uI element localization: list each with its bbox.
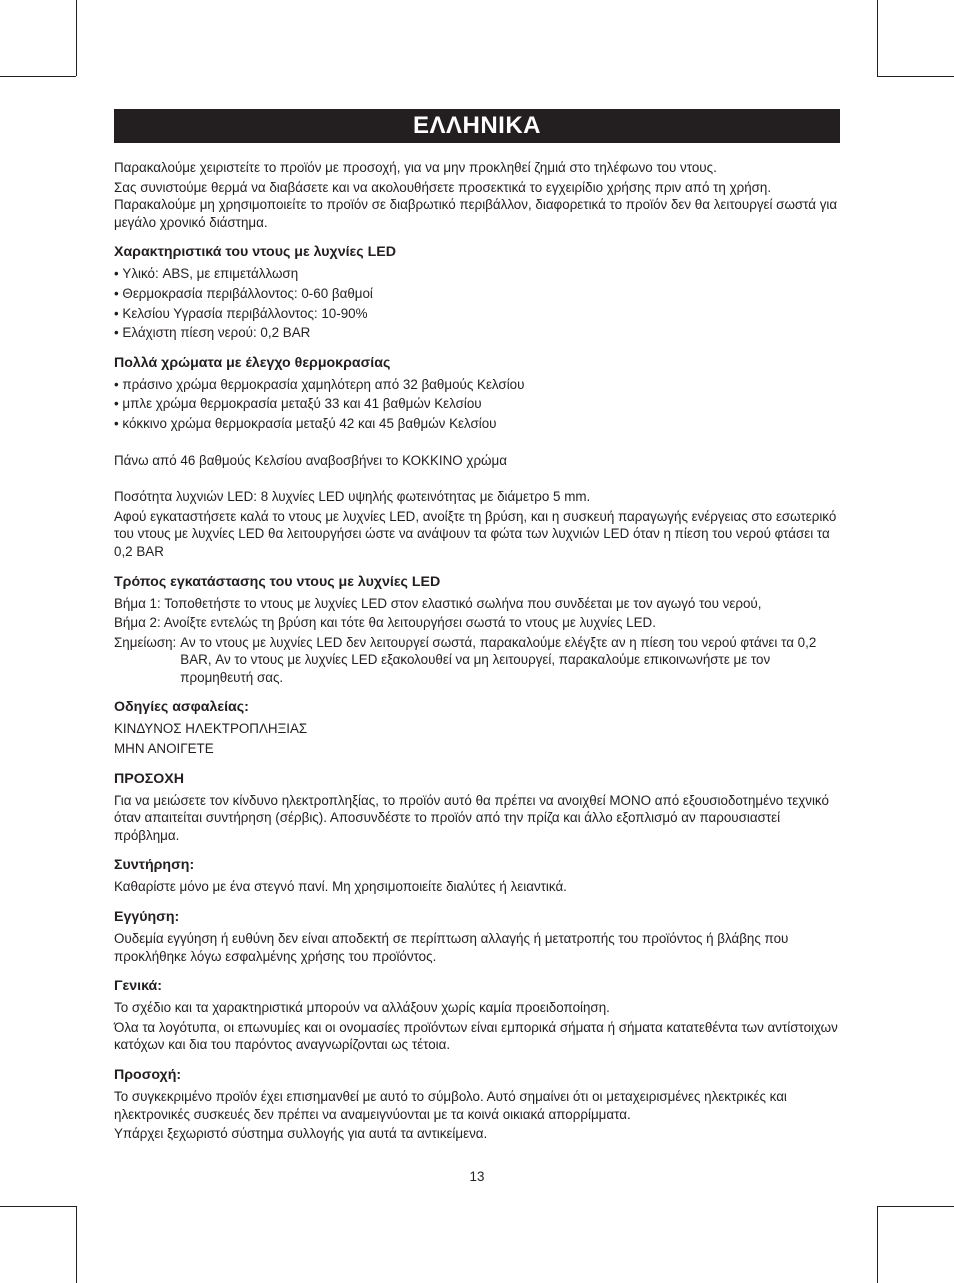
crop-mark bbox=[877, 1206, 878, 1283]
list-item: • μπλε χρώμα θερμοκρασία μεταξύ 33 και 41 βαθμών Κελσίου bbox=[114, 395, 842, 413]
install-step-2: Βήμα 2: Ανοίξτε εντελώς τη βρύση και τότε θα λειτουργήσει σωστά το ντους με λυχνίες LED. bbox=[114, 615, 656, 631]
list-item: • πράσινο χρώμα θερμοκρασία χαμηλότερη από 32 βαθμούς Κελσίου bbox=[114, 376, 842, 394]
attention-heading: Προσοχή: bbox=[114, 1067, 182, 1083]
spacer bbox=[114, 471, 842, 488]
caution-text: Για να μειώσετε τον κίνδυνο ηλεκτροπληξίας, το προϊόν αυτό θα πρέπει να ανοιχθεί ΜΟΝΟ από εξουσιοδοτημένο τεχνικό όταν απαιτείται συντήρηση (σέρβις). Αποσυνδέστε το προϊόν από την πρίζα και άλλο εξοπλισμό αν παρουσιαστεί πρόβλημα. bbox=[114, 792, 829, 843]
note-text: Αν το ντους με λυχνίες LED δεν λειτουργεί σωστά, παρακαλούμε ελέγξτε αν η πίεση του νερού φτάνει τα 0,2 BAR, Αν το ντους με λυχνίες LED εξακολουθεί να μη λειτουργεί, παρακαλούμε επικοινωνήστε με τον προμηθευτή σας. bbox=[180, 634, 817, 685]
install-step-1: Βήμα 1: Τοποθετήστε το ντους με λυχνίες LED στον ελαστικό σωλήνα που συνδέεται με τον αγωγό του νερού, bbox=[114, 595, 762, 611]
led-quantity: Ποσότητα λυχνιών LED: 8 λυχνίες LED υψηλής φωτεινότητας με διάμετρο 5 mm. bbox=[114, 489, 591, 505]
safety-heading: Οδηγίες ασφαλείας: bbox=[114, 699, 249, 716]
page-number: 13 bbox=[469, 1169, 485, 1184]
intro-paragraph: Σας συνιστούμε θερμά να διαβάσετε και να ακολουθήσετε προσεκτικά το εγχειρίδιο χρήσης πριν από τη χρήση. Παρακαλούμε μη χρησιμοποιείτε το προϊόν σε διαβρωτικό περιβάλλον, διαφορετικά το προϊόν δεν θα λειτουργεί σωστά για μεγάλο χρονικό διάστημα. bbox=[114, 179, 838, 230]
spacer bbox=[114, 435, 842, 452]
colors-list bbox=[114, 376, 842, 433]
warranty-text: Ουδεμία εγγύηση ή ευθύνη δεν είναι αποδεκτή σε περίπτωση αλλαγής ή μετατροπής του προϊόντος ή βλάβης που προκλήθηκε λόγω εσφαλμένης χρήσης του προϊόντος. bbox=[114, 931, 789, 964]
attention-text: Το συγκεκριμένο προϊόν έχει επισημανθεί με αυτό το σύμβολο. Αυτό σημαίνει ότι οι μεταχειρισμένες ηλεκτρικές και ηλεκτρονικές συσκευές δεν πρέπει να αναμειγνύονται με τα κοινά οικιακά απορρίμματα. bbox=[114, 1089, 787, 1122]
list-item: • Κελσίου Υγρασία περιβάλλοντος: 10-90% bbox=[114, 305, 842, 323]
list-item: • κόκκινο χρώμα θερμοκρασία μεταξύ 42 και 45 βαθμών Κελσίου bbox=[114, 415, 842, 433]
language-header: ΕΛΛΗΝΙΚΑ bbox=[114, 109, 840, 143]
list-item: • Θερμοκρασία περιβάλλοντος: 0-60 βαθμοί bbox=[114, 285, 842, 303]
safety-line: ΜΗΝ ΑΝΟΙΓΕΤΕ bbox=[114, 741, 214, 757]
maintenance-text: Καθαρίστε μόνο με ένα στεγνό πανί. Μη χρησιμοποιείτε διαλύτες ή λειαντικά. bbox=[114, 879, 567, 895]
general-text: Το σχέδιο και τα χαρακτηριστικά μπορούν να αλλάξουν χωρίς καμία προειδοποίηση. bbox=[114, 1000, 610, 1016]
note-label: Σημείωση: bbox=[114, 634, 177, 650]
attention-text: Υπάρχει ξεχωριστό σύστημα συλλογής για αυτά τα αντικείμενα. bbox=[114, 1126, 488, 1142]
install-heading: Τρόπος εγκατάστασης του ντους με λυχνίες LED bbox=[114, 573, 441, 590]
install-note bbox=[114, 634, 842, 687]
colors-heading: Πολλά χρώματα με έλεγχο θερμοκρασίας bbox=[114, 354, 391, 371]
general-heading: Γενικά: bbox=[114, 978, 162, 995]
crop-mark bbox=[877, 1206, 954, 1207]
intro-paragraph: Παρακαλούμε χειριστείτε το προϊόν με προσοχή, για να μην προκληθεί ζημιά στο τηλέφωνο του ντους. bbox=[114, 160, 717, 175]
crop-mark bbox=[877, 76, 954, 77]
features-heading: Χαρακτηριστικά του ντους με λυχνίες LED bbox=[114, 244, 396, 261]
safety-line: ΚΙΝΔΥΝΟΣ ΗΛΕΚΤΡΟΠΛΗΞΙΑΣ bbox=[114, 721, 308, 737]
caution-heading: ΠΡΟΣΟΧΗ bbox=[114, 770, 185, 787]
list-item: • Ελάχιστη πίεση νερού: 0,2 BAR bbox=[114, 324, 842, 342]
operation-text: Αφού εγκαταστήσετε καλά το ντους με λυχνίες LED, ανοίξτε τη βρύση, και η συσκευή παραγωγής ενέργειας στο εσωτερικό του ντους με λυχνίες LED θα λειτουργήσει ώστε να ανάψουν τα φώτα των λυχνιών LED όταν η πίεση του νερού φτάσει τα 0,2 BAR bbox=[114, 508, 837, 559]
blink-note: Πάνω από 46 βαθμούς Κελσίου αναβοσβήνει το ΚΟΚΚΙΝΟ χρώμα bbox=[114, 452, 507, 468]
features-list bbox=[114, 265, 842, 341]
crop-mark bbox=[877, 0, 878, 76]
crop-mark bbox=[76, 0, 77, 76]
warranty-heading: Εγγύηση: bbox=[114, 909, 180, 926]
crop-mark bbox=[76, 1206, 77, 1283]
list-item: • Υλικό: ABS, με επιμετάλλωση bbox=[114, 265, 842, 283]
crop-mark bbox=[0, 76, 76, 77]
crop-mark bbox=[0, 1206, 76, 1207]
maintenance-heading: Συντήρηση: bbox=[114, 857, 195, 874]
document-body bbox=[114, 159, 842, 1145]
general-text: Όλα τα λογότυπα, οι επωνυμίες και οι ονομασίες προϊόντων είναι εμπορικά σήματα ή σήματα κατατεθέντα των αντίστοιχων κατόχων και δια του παρόντος αναγνωρίζονται ως τέτοια. bbox=[114, 1019, 838, 1053]
